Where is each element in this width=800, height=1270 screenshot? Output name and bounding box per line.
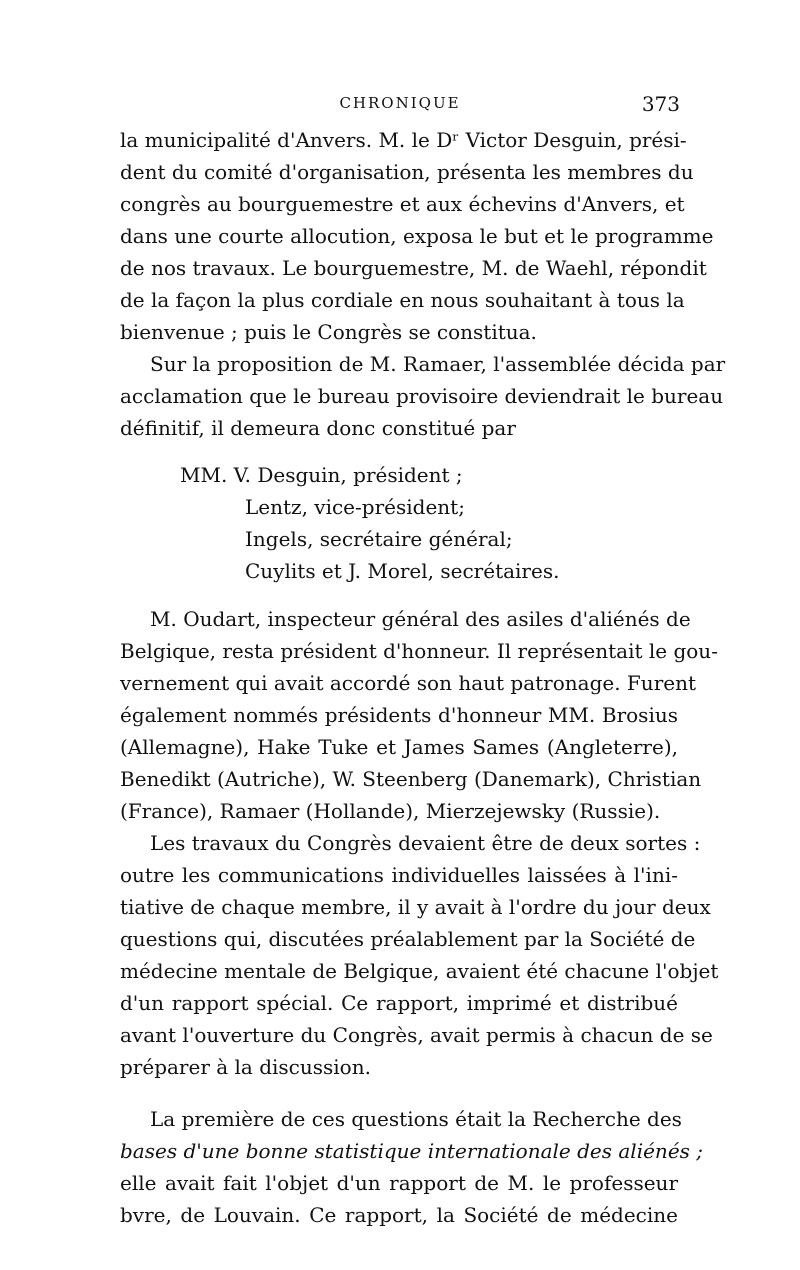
text-line: bvre, de Louvain. Ce rapport, la Société de médecine bbox=[120, 1203, 678, 1227]
text-line: de la façon la plus cordiale en nous souhaitant à tous la bbox=[120, 288, 685, 312]
text-line: dent du comité d'organisation, présenta les membres du bbox=[120, 160, 694, 184]
text-line: elle avait fait l'objet d'un rapport de M. le professeur bbox=[120, 1171, 678, 1195]
running-head bbox=[120, 92, 680, 118]
officer-line: MM. V. Desguin, président ; bbox=[180, 463, 463, 487]
text-line: bases d'une bonne statistique internationale des aliénés ; bbox=[120, 1139, 704, 1163]
text-line: Les travaux du Congrès devaient être de deux sortes : bbox=[150, 831, 701, 855]
text-line: outre les communications individuelles laissées à l'ini- bbox=[120, 863, 678, 887]
text-line: (France), Ramaer (Hollande), Mierzejewsky (Russie). bbox=[120, 799, 661, 823]
text-line: définitif, il demeura donc constitué par bbox=[120, 416, 516, 440]
text-line: également nommés présidents d'honneur MM. Brosius bbox=[120, 703, 678, 727]
text-line: avant l'ouverture du Congrès, avait permis à chacun de se bbox=[120, 1023, 713, 1047]
text-line: vernement qui avait accordé son haut patronage. Furent bbox=[120, 671, 697, 695]
text-line: bienvenue ; puis le Congrès se constitua. bbox=[120, 320, 537, 344]
text-line: préparer à la discussion. bbox=[120, 1055, 371, 1079]
officer-line: Ingels, secrétaire général; bbox=[245, 527, 513, 551]
text-line: M. Oudart, inspecteur général des asiles d'aliénés de bbox=[150, 607, 691, 631]
text-line: de nos travaux. Le bourguemestre, M. de Waehl, répondit bbox=[120, 256, 707, 280]
text-line: d'un rapport spécial. Ce rapport, imprimé et distribué bbox=[120, 991, 678, 1015]
text-line: médecine mentale de Belgique, avaient été chacune l'objet bbox=[120, 959, 719, 983]
text-line: acclamation que le bureau provisoire deviendrait le bureau bbox=[120, 384, 724, 408]
text-line: La première de ces questions était la Recherche des bbox=[150, 1107, 682, 1131]
text-line: dans une courte allocution, exposa le but et le programme bbox=[120, 224, 714, 248]
text-line: Sur la proposition de M. Ramaer, l'assemblée décida par bbox=[150, 352, 726, 376]
text-line: questions qui, discutées préalablement par la Société de bbox=[120, 927, 696, 951]
text-line: (Allemagne), Hake Tuke et James Sames (Angleterre), bbox=[120, 735, 678, 759]
text-line: tiative de chaque membre, il y avait à l'ordre du jour deux bbox=[120, 895, 711, 919]
officer-line: Cuylits et J. Morel, secrétaires. bbox=[245, 559, 560, 583]
text-line: Benedikt (Autriche), W. Steenberg (Danemark), Christian bbox=[120, 767, 702, 791]
officer-line: Lentz, vice-président; bbox=[245, 495, 465, 519]
page-number: 373 bbox=[641, 92, 680, 116]
text-line: la municipalité d'Anvers. M. le Dʳ Victor Desguin, prési- bbox=[120, 128, 687, 152]
text-line: Belgique, resta président d'honneur. Il représentait le gou- bbox=[120, 639, 718, 663]
text-line: congrès au bourguemestre et aux échevins d'Anvers, et bbox=[120, 192, 685, 216]
running-title: CHRONIQUE bbox=[339, 94, 461, 112]
